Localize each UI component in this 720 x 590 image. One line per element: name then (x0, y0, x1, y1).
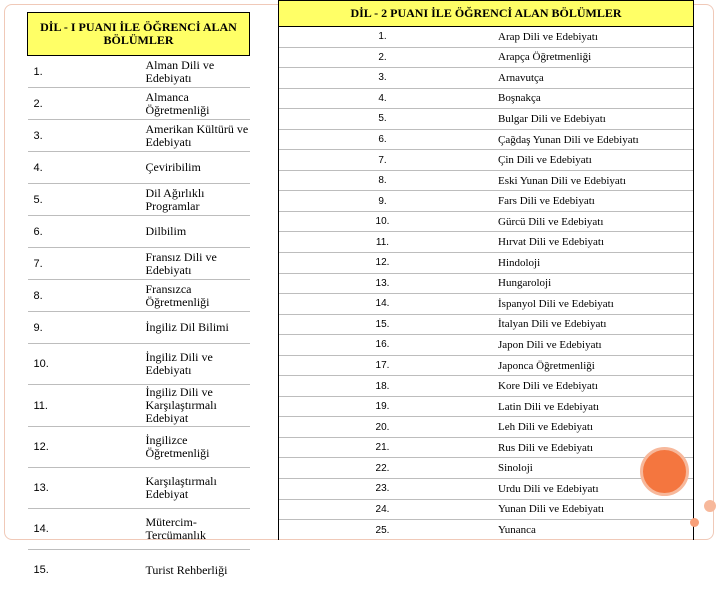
table-row (279, 68, 694, 89)
department-name: Çeviribilim (139, 152, 250, 184)
row-number: 8. (28, 280, 139, 312)
row-number: 5. (28, 184, 139, 216)
department-name: Hungaroloji (486, 273, 694, 294)
decorative-circle-small (704, 500, 716, 512)
row-number: 1. (279, 27, 487, 48)
department-name: Fransız Dili ve Edebiyatı (139, 248, 250, 280)
department-name: İngiliz Dili ve Karşılaştırmalı Edebiyat (139, 385, 250, 427)
row-number: 24. (279, 499, 487, 520)
department-name: Eski Yunan Dili ve Edebiyatı (486, 170, 694, 191)
table-row (279, 458, 694, 479)
table-row (279, 232, 694, 253)
table-row (279, 253, 694, 274)
row-number: 6. (28, 216, 139, 248)
table-row (279, 417, 694, 438)
department-name: Mütercim-Tercümanlık (139, 509, 250, 550)
department-name: Alman Dili ve Edebiyatı (139, 56, 250, 88)
table-row (279, 273, 694, 294)
department-name: İspanyol Dili ve Edebiyatı (486, 294, 694, 315)
department-name: Japonca Öğretmenliği (486, 355, 694, 376)
row-number: 12. (28, 427, 139, 468)
table-row (28, 216, 250, 248)
department-name: Arap Dili ve Edebiyatı (486, 27, 694, 48)
row-number: 9. (28, 312, 139, 344)
table-row (279, 499, 694, 520)
dil-2-table-body (279, 27, 694, 541)
row-number: 6. (279, 129, 487, 150)
table-row (28, 152, 250, 184)
department-name: Fransızca Öğretmenliği (139, 280, 250, 312)
department-name: Sinoloji (486, 458, 694, 479)
row-number: 10. (28, 344, 139, 385)
table-row (279, 170, 694, 191)
row-number: 19. (279, 396, 487, 417)
decorative-circle-large (640, 447, 689, 496)
department-name: Amerikan Kültürü ve Edebiyatı (139, 120, 250, 152)
row-number: 7. (28, 248, 139, 280)
department-name: Gürcü Dili ve Edebiyatı (486, 211, 694, 232)
row-number: 10. (279, 211, 487, 232)
department-name: Dil Ağırlıklı Programlar (139, 184, 250, 216)
department-name: Japon Dili ve Edebiyatı (486, 335, 694, 356)
department-name: Hırvat Dili ve Edebiyatı (486, 232, 694, 253)
table-row (28, 550, 250, 590)
row-number: 11. (28, 385, 139, 427)
row-number: 12. (279, 253, 487, 274)
decorative-circle-tiny (690, 518, 699, 527)
department-name: Rus Dili ve Edebiyatı (486, 437, 694, 458)
row-number: 15. (279, 314, 487, 335)
row-number: 4. (28, 152, 139, 184)
table-row (28, 344, 250, 385)
table-row (279, 437, 694, 458)
table-row (28, 468, 250, 509)
row-number: 16. (279, 335, 487, 356)
department-name: Yunanca (486, 520, 694, 540)
department-name: İngilizce Öğretmenliği (139, 427, 250, 468)
table-row (279, 355, 694, 376)
department-name: Karşılaştırmalı Edebiyat (139, 468, 250, 509)
table-row (279, 109, 694, 130)
dil-2-table (278, 0, 694, 540)
row-number: 21. (279, 437, 487, 458)
table-row (279, 129, 694, 150)
table-row (279, 27, 694, 48)
row-number: 22. (279, 458, 487, 479)
department-name: Arapça Öğretmenliği (486, 47, 694, 68)
table-row (28, 248, 250, 280)
row-number: 3. (279, 68, 487, 89)
row-number: 20. (279, 417, 487, 438)
table-row (279, 314, 694, 335)
table-row (28, 280, 250, 312)
row-number: 15. (28, 550, 139, 590)
dil-1-table-header: DİL - I PUANI İLE ÖĞRENCİ ALAN BÖLÜMLER (28, 13, 250, 56)
table-row (28, 427, 250, 468)
row-number: 3. (28, 120, 139, 152)
department-name: İngiliz Dili ve Edebiyatı (139, 344, 250, 385)
department-name: Urdu Dili ve Edebiyatı (486, 479, 694, 500)
table-row (279, 335, 694, 356)
row-number: 13. (279, 273, 487, 294)
table-row (279, 396, 694, 417)
row-number: 14. (28, 509, 139, 550)
row-number: 13. (28, 468, 139, 509)
table-row (279, 150, 694, 171)
row-number: 11. (279, 232, 487, 253)
department-name: Boşnakça (486, 88, 694, 109)
table-row (28, 184, 250, 216)
department-name: Almanca Öğretmenliği (139, 88, 250, 120)
table-row (279, 376, 694, 397)
row-number: 14. (279, 294, 487, 315)
table-row (28, 385, 250, 427)
row-number: 18. (279, 376, 487, 397)
department-name: Hindoloji (486, 253, 694, 274)
department-name: Arnavutça (486, 68, 694, 89)
row-number: 25. (279, 520, 487, 540)
department-name: İngiliz Dil Bilimi (139, 312, 250, 344)
dil-1-table (27, 12, 250, 590)
table-row (28, 509, 250, 550)
table-row (28, 56, 250, 88)
row-number: 7. (279, 150, 487, 171)
table-row (28, 312, 250, 344)
row-number: 4. (279, 88, 487, 109)
table-row (279, 88, 694, 109)
table-row (279, 479, 694, 500)
department-name: Yunan Dili ve Edebiyatı (486, 499, 694, 520)
row-number: 2. (279, 47, 487, 68)
department-name: Dilbilim (139, 216, 250, 248)
row-number: 5. (279, 109, 487, 130)
row-number: 9. (279, 191, 487, 212)
department-name: İtalyan Dili ve Edebiyatı (486, 314, 694, 335)
table-row (279, 47, 694, 68)
department-name: Çağdaş Yunan Dili ve Edebiyatı (486, 129, 694, 150)
department-name: Latin Dili ve Edebiyatı (486, 396, 694, 417)
table-row (279, 191, 694, 212)
row-number: 17. (279, 355, 487, 376)
row-number: 23. (279, 479, 487, 500)
table-row (28, 88, 250, 120)
table-row (279, 520, 694, 540)
department-name: Leh Dili ve Edebiyatı (486, 417, 694, 438)
row-number: 8. (279, 170, 487, 191)
table-row (279, 211, 694, 232)
dil-2-table-header: DİL - 2 PUANI İLE ÖĞRENCİ ALAN BÖLÜMLER (279, 1, 694, 27)
department-name: Fars Dili ve Edebiyatı (486, 191, 694, 212)
department-name: Çin Dili ve Edebiyatı (486, 150, 694, 171)
department-name: Kore Dili ve Edebiyatı (486, 376, 694, 397)
row-number: 2. (28, 88, 139, 120)
dil-1-table-body (28, 56, 250, 590)
row-number: 1. (28, 56, 139, 88)
table-row (279, 294, 694, 315)
department-name: Turist Rehberliği (139, 550, 250, 590)
department-name: Bulgar Dili ve Edebiyatı (486, 109, 694, 130)
table-row (28, 120, 250, 152)
